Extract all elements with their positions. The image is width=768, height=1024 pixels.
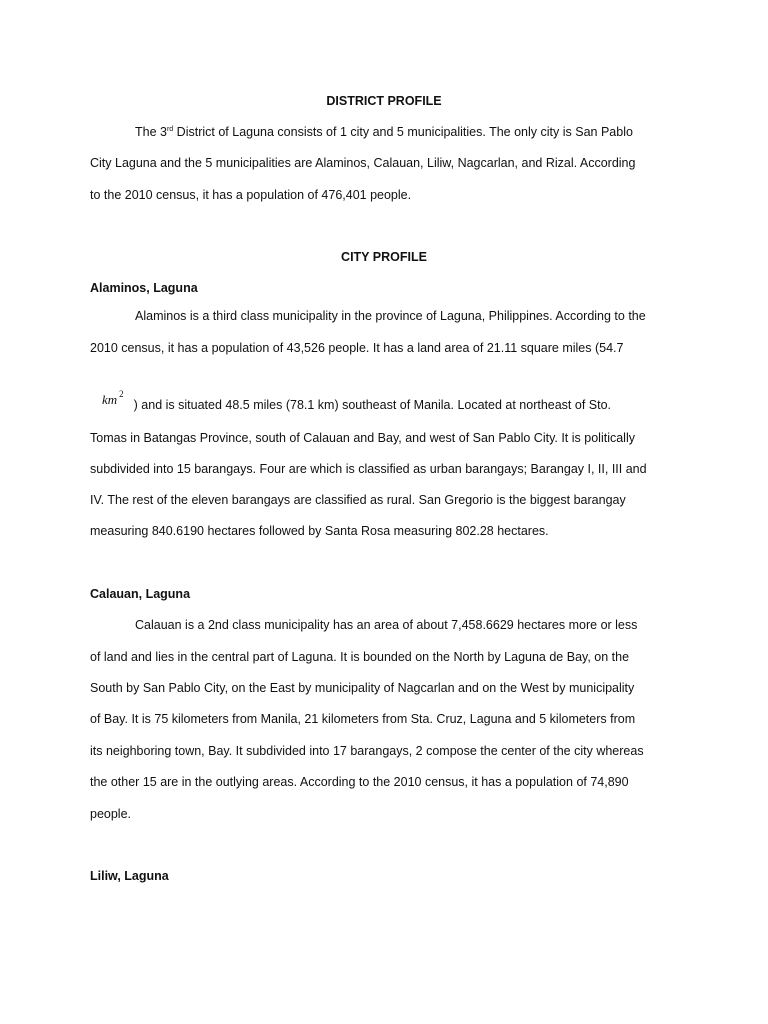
alaminos-paragraph-line: measuring 840.6190 hectares followed by Santa Rosa measuring 802.28 hectares. — [90, 524, 549, 538]
alaminos-paragraph-line: Tomas in Batangas Province, south of Calauan and Bay, and west of San Pablo City. It is politically — [90, 431, 635, 445]
calauan-heading: Calauan, Laguna — [90, 587, 191, 601]
alaminos-paragraph-line: 2010 census, it has a population of 43,526 people. It has a land area of 21.11 square miles (54.7 — [90, 341, 624, 355]
alaminos-paragraph-line: subdivided into 15 barangays. Four are which is classified as urban barangays; Barangay I, II, III and — [90, 462, 647, 476]
calauan-paragraph-line: South by San Pablo City, on the East by municipality of Nagcarlan and on the West by municipality — [90, 681, 635, 695]
km-unit: km — [102, 392, 118, 407]
alaminos-paragraph-line — [90, 386, 677, 412]
calauan-paragraph-line: of land and lies in the central part of Laguna. It is bounded on the North by Laguna de Bay, on the — [90, 650, 630, 664]
alaminos-heading: Alaminos, Laguna — [90, 281, 198, 295]
calauan-paragraph-line: of Bay. It is 75 kilometers from Manila, 21 kilometers from Sta. Cruz, Laguna and 5 kilometers from — [90, 712, 636, 726]
city-profile-title: CITY PROFILE — [341, 250, 427, 264]
calauan-paragraph-line: its neighboring town, Bay. It subdivided into 17 barangays, 2 compose the center of the city whereas — [90, 744, 644, 758]
calauan-paragraph-line: the other 15 are in the outlying areas. According to the 2010 census, it has a population of 74,890 — [90, 775, 629, 789]
alaminos-paragraph-line: IV. The rest of the eleven barangays are classified as rural. San Gregorio is the biggest barangay — [90, 493, 626, 507]
ordinal-superscript: rd — [166, 126, 174, 133]
calauan-paragraph-line: people. — [90, 807, 132, 821]
district-text: District of Laguna consists of 1 city and 5 municipalities. The only city is San Pablo — [173, 125, 633, 139]
district-paragraph-line: City Laguna and the 5 municipalities are Alaminos, Calauan, Liliw, Nagcarlan, and Rizal. According — [90, 156, 636, 170]
calauan-paragraph-line: Calauan is a 2nd class municipality has an area of about 7,458.6629 hectares more or less — [135, 618, 638, 632]
district-profile-title: DISTRICT PROFILE — [326, 94, 442, 108]
km-exponent: 2 — [119, 389, 124, 399]
alaminos-text: ) and is situated 48.5 miles (78.1 km) southeast of Manila. Located at northeast of Sto. — [133, 398, 612, 412]
district-text: The 3 — [135, 125, 167, 139]
district-paragraph-line — [135, 124, 677, 140]
alaminos-paragraph-line: Alaminos is a third class municipality in the province of Laguna, Philippines. According to the — [135, 309, 646, 323]
district-paragraph-line: to the 2010 census, it has a population of 476,401 people. — [90, 188, 412, 202]
liliw-heading: Liliw, Laguna — [90, 869, 169, 883]
